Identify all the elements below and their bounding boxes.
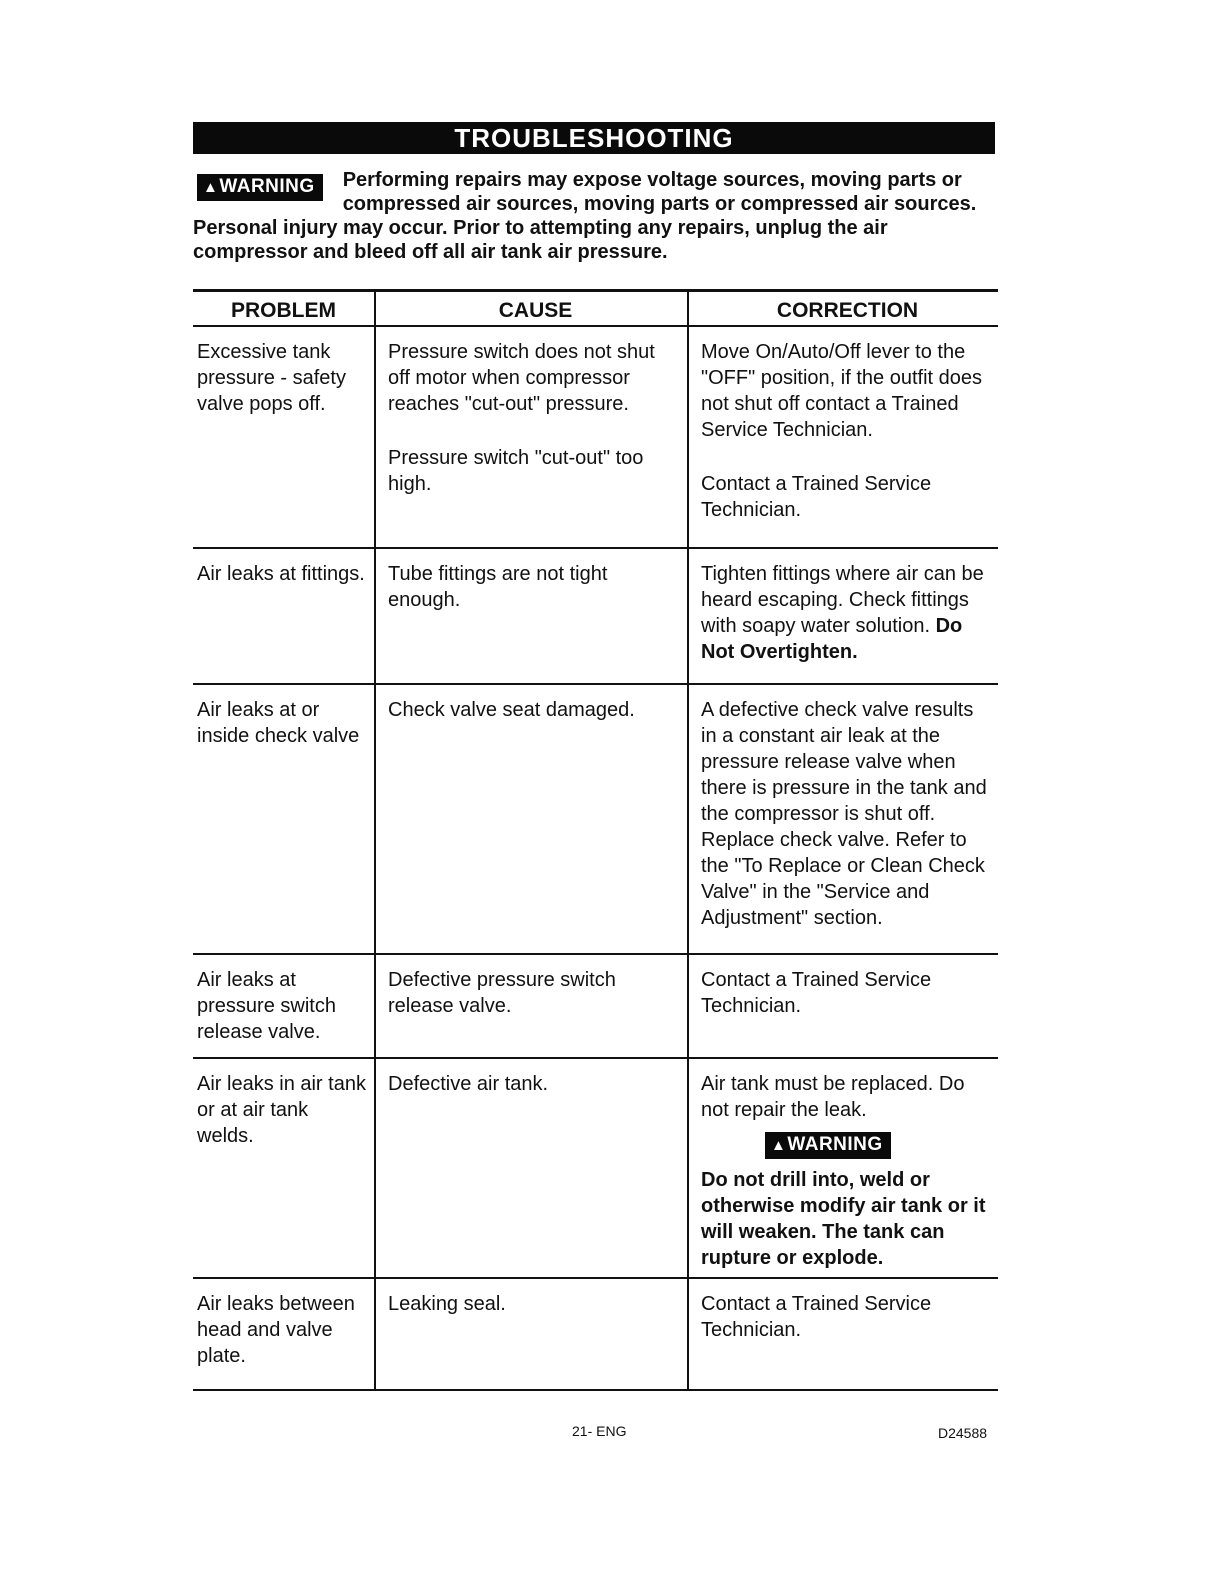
document-code: D24588: [938, 1425, 988, 1441]
cause-cell: Defective air tank.: [375, 1058, 688, 1278]
correction-cell: [688, 326, 998, 548]
correction-bold-text: Do Not Overtighten.: [701, 615, 963, 663]
warning-badge: [765, 1132, 891, 1159]
problem-cell: Excessive tank pressure - safety valve pops off.: [193, 326, 375, 548]
table-header-row: [193, 291, 998, 327]
correction-text: Move On/Auto/Off lever to the "OFF" position, if the outfit does not shut off contact a Trained Service Technician.: [701, 341, 982, 441]
cause-cell: Leaking seal.: [375, 1278, 688, 1390]
header-problem: PROBLEM: [193, 291, 375, 327]
warning-badge-label: WARNING: [219, 176, 315, 197]
problem-cell: Air leaks at fittings.: [193, 548, 375, 684]
cause-cell: Check valve seat damaged.: [375, 684, 688, 954]
problem-cell: Air leaks at pressure switch release valve.: [193, 954, 375, 1058]
table-row: [193, 548, 998, 684]
header-correction: CORRECTION: [688, 291, 998, 327]
correction-warning-text: Do not drill into, weld or otherwise modify air tank or it will weaken. The tank can rupture or explode.: [701, 1169, 986, 1269]
table-row: [193, 1278, 998, 1390]
table-row: [193, 326, 998, 548]
cause-cell: [375, 326, 688, 548]
warning-text: Performing repairs may expose voltage sources, moving parts or compressed air sources, moving parts or compressed air sources. Personal injury may occur. Prior to attempting any repairs, unplug the air compressor and bleed off all air tank air pressure.: [193, 169, 977, 263]
correction-text: Tighten fittings where air can be heard escaping. Check fittings with soapy water solution.: [701, 563, 984, 637]
correction-text-2: Contact a Trained Service Technician.: [701, 473, 932, 521]
page-title: TROUBLESHOOTING: [193, 122, 995, 154]
warning-triangle-icon: ▲: [203, 179, 219, 196]
cause-cell: Defective pressure switch release valve.: [375, 954, 688, 1058]
cause-text-2: Pressure switch "cut-out" too high.: [388, 447, 644, 495]
cause-cell: Tube fittings are not tight enough.: [375, 548, 688, 684]
table-row: [193, 954, 998, 1058]
table-row: [193, 1058, 998, 1278]
correction-cell: [688, 548, 998, 684]
correction-text: Air tank must be replaced. Do not repair the leak.: [701, 1073, 965, 1121]
cause-text: Pressure switch does not shut off motor when compressor reaches "cut-out" pressure.: [388, 341, 655, 415]
page-number: 21- ENG: [572, 1423, 627, 1439]
correction-cell: Contact a Trained Service Technician.: [688, 954, 998, 1058]
correction-cell: A defective check valve results in a constant air leak at the pressure release valve when there is pressure in the tank and the compressor is shut off. Replace check valve. Refer to the "To Replace or Clean Check Valve" in the "Service and Adjustment" section.: [688, 684, 998, 954]
correction-cell: Contact a Trained Service Technician.: [688, 1278, 998, 1390]
problem-cell: Air leaks at or inside check valve: [193, 684, 375, 954]
problem-cell: Air leaks between head and valve plate.: [193, 1278, 375, 1390]
warning-badge: [197, 174, 323, 201]
problem-cell: Air leaks in air tank or at air tank welds.: [193, 1058, 375, 1278]
correction-cell: [688, 1058, 998, 1278]
header-cause: CAUSE: [375, 291, 688, 327]
warning-triangle-icon: ▲: [771, 1137, 787, 1154]
troubleshooting-table: [193, 289, 998, 1391]
warning-badge-label: WARNING: [787, 1134, 883, 1155]
warning-notice: [193, 168, 983, 264]
table-row: [193, 684, 998, 954]
